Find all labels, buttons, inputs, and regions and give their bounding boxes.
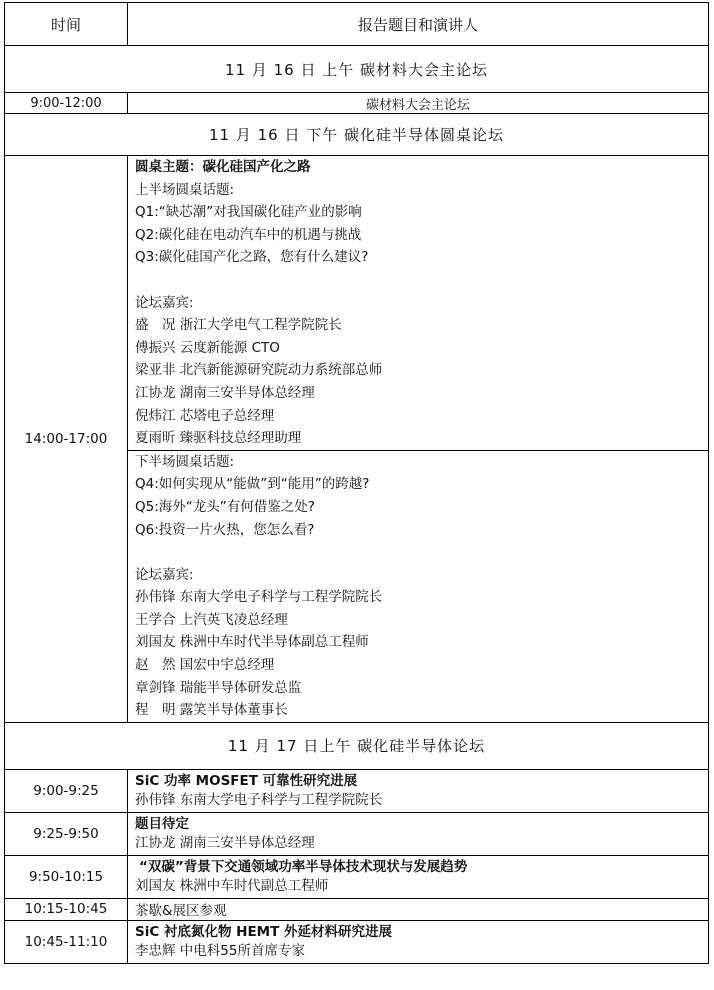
- talk-title: “双碳”背景下交通领域功率半导体技术现状与发展趋势: [139, 858, 468, 875]
- talk-speaker: 刘国友 株洲中车时代副总工程师: [135, 877, 329, 894]
- section-row: [5, 722, 709, 769]
- guest-line: 赵 然 国宏中宇总经理: [135, 657, 275, 674]
- guest-line: 章剑锋 瑞能半导体研发总监: [135, 679, 302, 696]
- section-title-1: 11 月 16 日 上午 碳材料大会主论坛: [5, 46, 709, 93]
- guest-line: 程 明 露笑半导体董事长: [135, 702, 288, 719]
- topic-line: Q2:碳化硅在电动汽车中的机遇与挑战: [135, 226, 362, 243]
- session-row: [5, 93, 709, 114]
- guest-line: 盛 况 浙江大学电气工程学院院长: [135, 317, 342, 334]
- spacer: [135, 269, 708, 292]
- header-topic: 报告题目和演讲人: [128, 3, 709, 46]
- topic-line: Q1:“缺芯潮”对我国碳化硅产业的影响: [135, 204, 362, 221]
- roundtable-second-half: [128, 450, 709, 722]
- section-row: [5, 114, 709, 156]
- guest-line: 论坛嘉宾:: [135, 566, 194, 583]
- talk-cell: [128, 855, 709, 898]
- header-time: 时间: [5, 3, 128, 46]
- talk-row: [5, 855, 709, 898]
- guest-line: 刘国友 株洲中车时代半导体副总工程师: [135, 634, 369, 651]
- guest-line: 论坛嘉宾:: [135, 294, 194, 311]
- topic-line: Q4:如何实现从“能做”到“能用”的跨越?: [135, 476, 370, 493]
- talk-title: SiC 功率 MOSFET 可靠性研究进展: [135, 772, 358, 789]
- topic-line: 下半场圆桌话题:: [135, 453, 235, 470]
- header-row: [5, 3, 709, 46]
- topic-line: Q6:投资一片火热，您怎么看?: [135, 521, 315, 538]
- guest-line: 夏雨昕 臻驱科技总经理助理: [135, 430, 302, 447]
- talk-speaker: 孙伟锋 东南大学电子科学与工程学院院长: [135, 791, 383, 808]
- guest-line: 倪炜江 芯塔电子总经理: [135, 407, 275, 424]
- spacer: [135, 541, 708, 564]
- guest-line: 傅振兴 云度新能源 CTO: [135, 339, 280, 356]
- talk-row: [5, 769, 709, 812]
- talk-title: SiC 衬底氮化物 HEMT 外延材料研究进展: [135, 923, 393, 940]
- section-title-2: 11 月 16 日 下午 碳化硅半导体圆桌论坛: [5, 114, 709, 156]
- section-title-3: 11 月 17 日上午 碳化硅半导体论坛: [5, 722, 709, 769]
- guest-line: 王学合 上汽英飞凌总经理: [135, 611, 288, 628]
- roundtable-theme: 圆桌主题：碳化硅国产化之路: [135, 159, 311, 175]
- talk-speaker: 江协龙 湖南三安半导体总经理: [135, 834, 315, 851]
- talk-time: 9:50-10:15: [5, 855, 128, 898]
- break-row: [5, 898, 709, 920]
- talk-cell: [128, 769, 709, 812]
- guest-line: 孙伟锋 东南大学电子科学与工程学院院长: [135, 589, 383, 606]
- section-row: [5, 46, 709, 93]
- guest-line: 江协龙 湖南三安半导体总经理: [135, 384, 315, 401]
- topic-line: 上半场圆桌话题:: [135, 181, 235, 198]
- talk-title: 题目待定: [135, 815, 189, 832]
- talk-speaker: 李忠辉 中电科55所首席专家: [135, 942, 305, 959]
- break-label: 茶歇&展区参观: [128, 898, 709, 920]
- guest-line: 梁亚非 北汽新能源研究院动力系统部总师: [135, 362, 383, 379]
- session-time: 9:00-12:00: [5, 93, 128, 114]
- talk-cell: [128, 812, 709, 855]
- talk-time: 9:00-9:25: [5, 769, 128, 812]
- talk-time: 9:25-9:50: [5, 812, 128, 855]
- schedule-table: [4, 2, 709, 964]
- roundtable-first-half: [128, 156, 709, 451]
- talk-row: [5, 920, 709, 963]
- talk-row: [5, 812, 709, 855]
- roundtable-row-top: [5, 156, 709, 451]
- session-label: 碳材料大会主论坛: [128, 93, 709, 114]
- topic-line: Q5:海外“龙头”有何借鉴之处?: [135, 498, 315, 515]
- topic-line: Q3:碳化硅国产化之路，您有什么建议?: [135, 249, 369, 266]
- roundtable-time: 14:00-17:00: [5, 156, 128, 723]
- talk-time: 10:45-11:10: [5, 920, 128, 963]
- talk-cell: [128, 920, 709, 963]
- break-time: 10:15-10:45: [5, 898, 128, 920]
